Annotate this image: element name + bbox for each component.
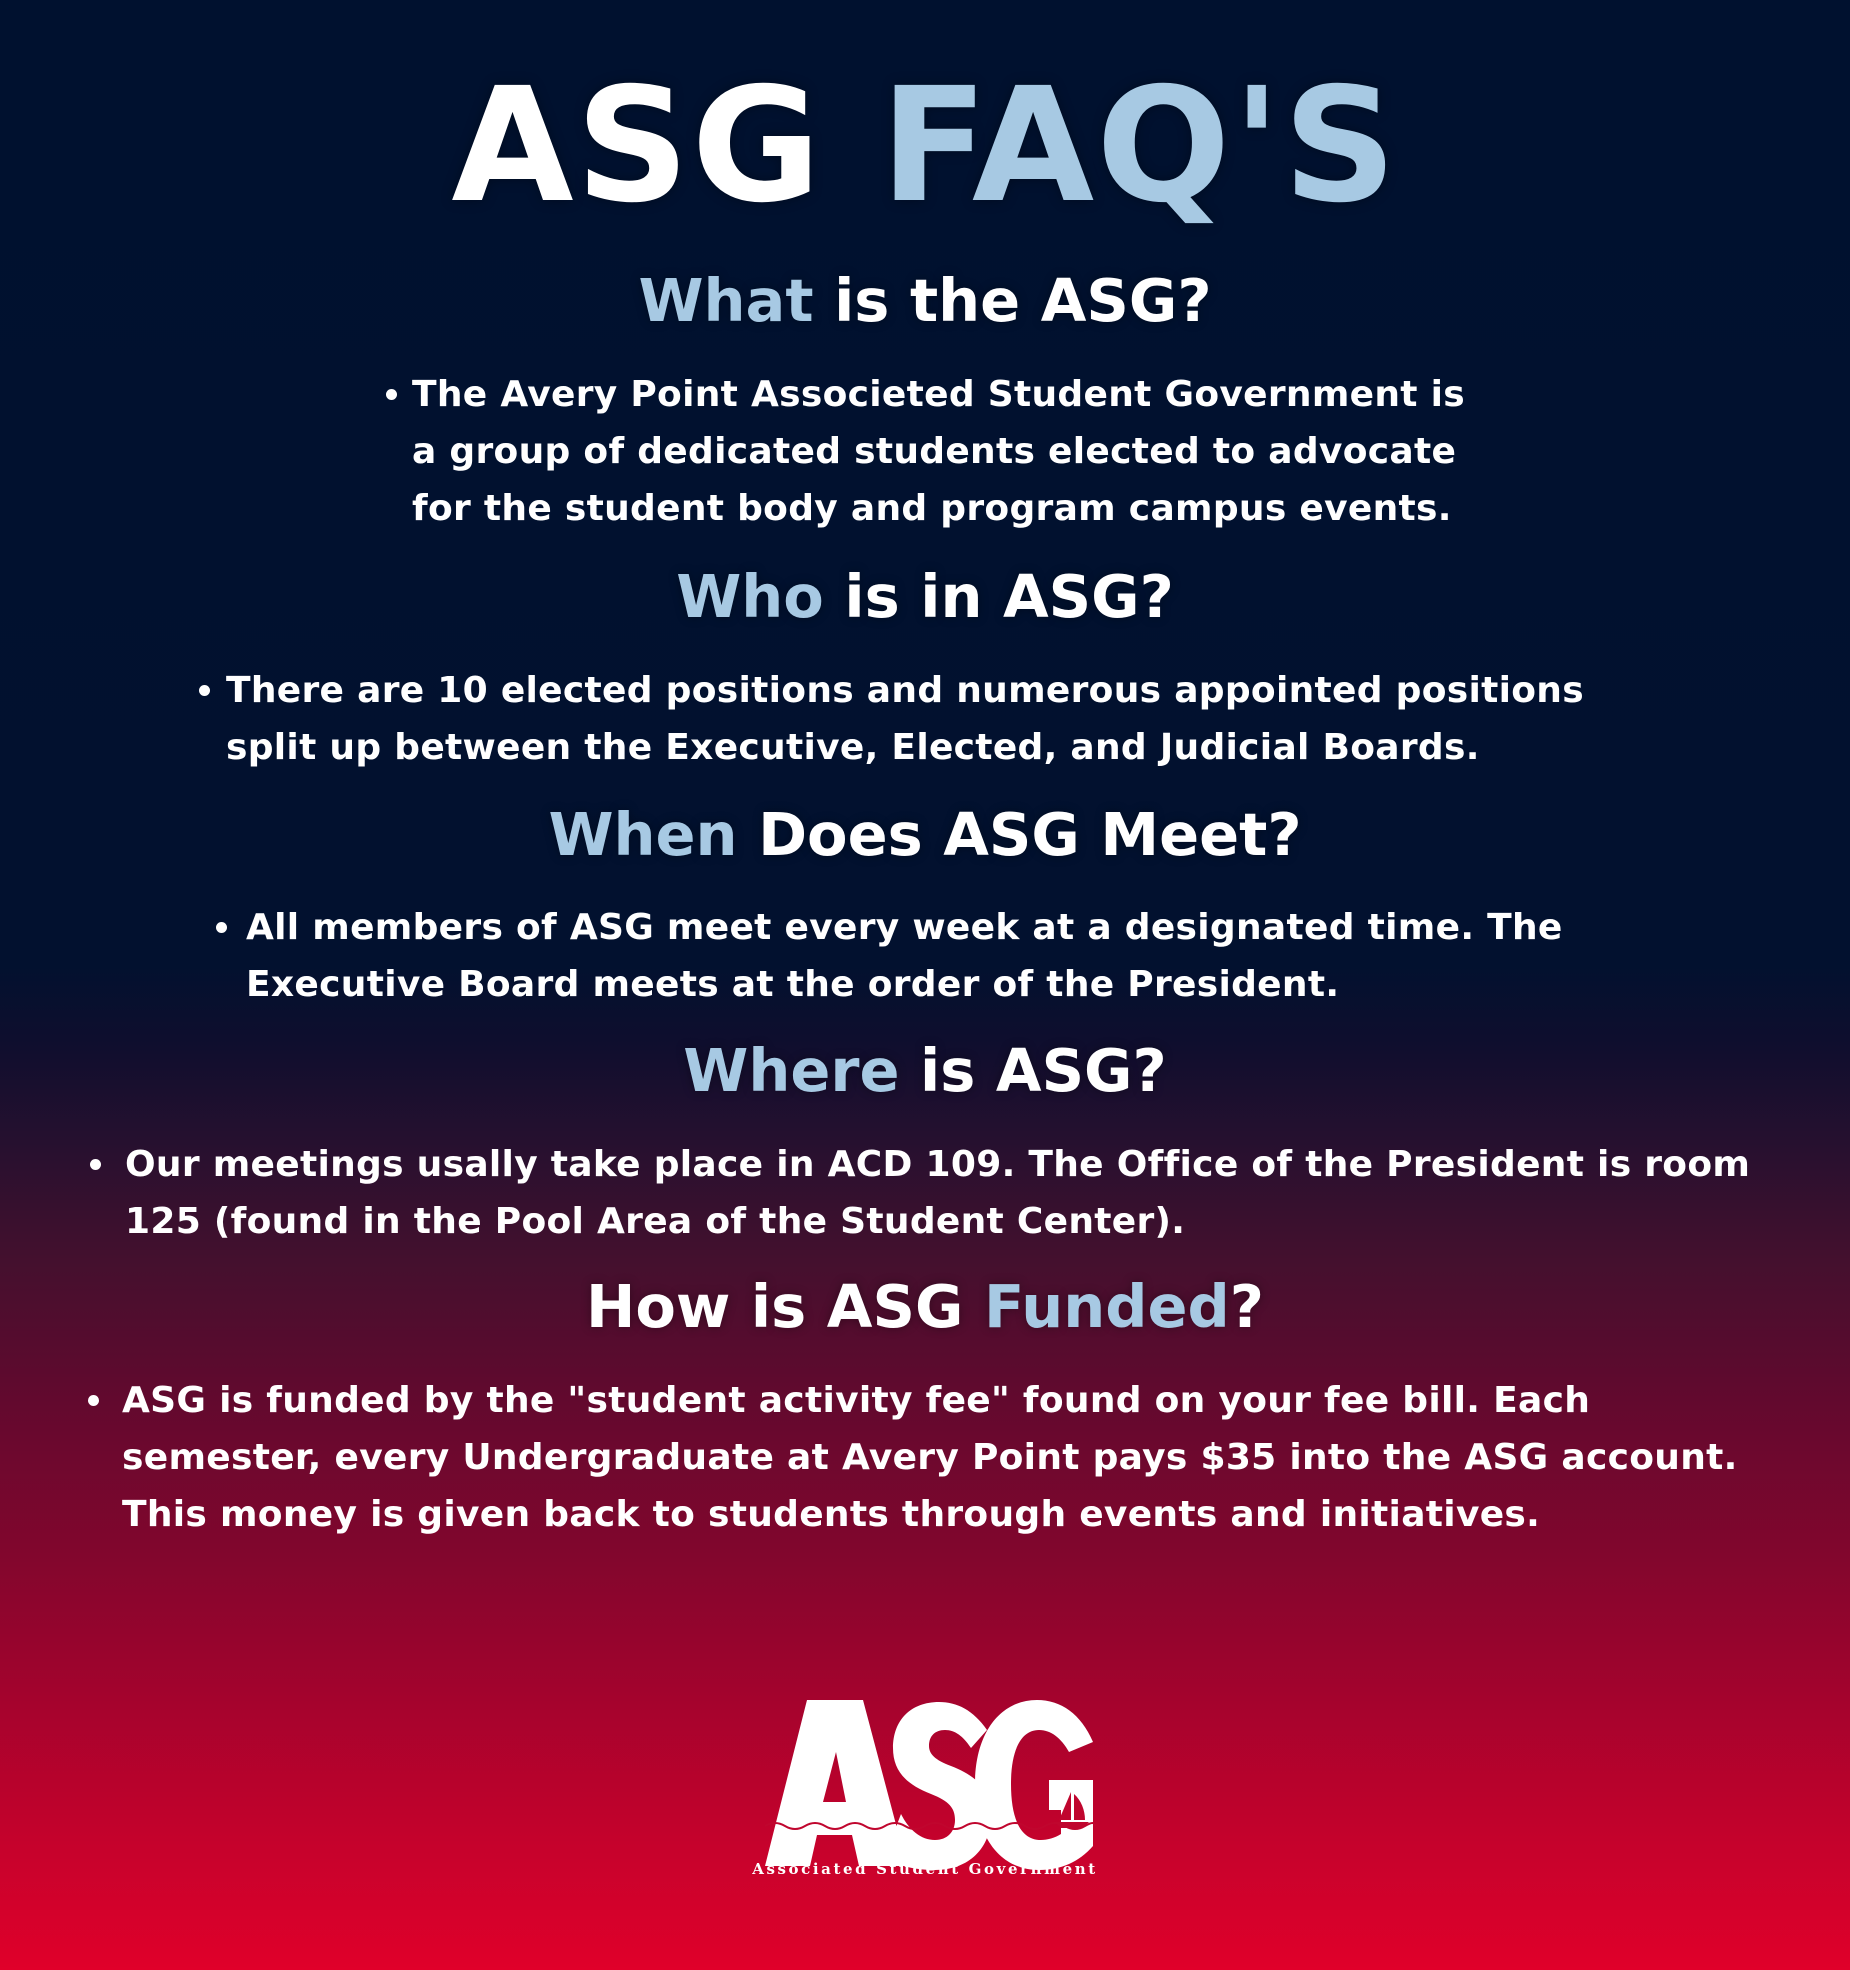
question-accent-word: What [638,266,814,335]
answer-text [226,662,1584,776]
bullet-icon [216,922,227,933]
page-title [0,56,1850,236]
question-prefix: How is ASG [585,1272,984,1341]
faq-what-question [0,266,1850,336]
question-accent-word: Who [676,562,824,631]
bullet-icon [88,1395,99,1406]
answer-text [122,1372,1738,1543]
question-accent-word: When [548,800,738,869]
answer-line: Executive Board meets at the order of the President. [246,964,1340,1005]
faq-who-question [0,562,1850,632]
asg-logo-mark [725,1670,1125,1885]
faq-how-question [0,1272,1850,1342]
answer-line: All members of ASG meet every week at a designated time. The [246,907,1563,948]
question-rest: Does ASG Meet? [737,800,1302,869]
answer-line: split up between the Executive, Elected, and Judicial Boards. [226,727,1480,768]
faq-where-question [0,1036,1850,1106]
answer-line: There are 10 elected positions and numerous appointed positions [226,670,1584,711]
question-rest: is ASG? [899,1036,1167,1105]
answer-text [125,1136,1750,1250]
faq-what-answer [412,366,1465,537]
answer-text [412,366,1465,537]
question-rest: is the ASG? [813,266,1212,335]
asg-logo [725,1670,1125,1885]
question-rest: is in ASG? [823,562,1174,631]
answer-line: semester, every Undergraduate at Avery Point pays $35 into the ASG account. [122,1437,1738,1478]
answer-line: Our meetings usally take place in ACD 109. The Office of the President is room [125,1144,1751,1185]
answer-line: for the student body and program campus events. [412,488,1452,529]
logo-tagline: Associated Student Government [752,1860,1098,1878]
answer-line: a group of dedicated students elected to advocate [412,431,1457,472]
answer-line: 125 (found in the Pool Area of the Student Center). [125,1201,1186,1242]
bullet-icon [199,685,210,696]
answer-line: The Avery Point Associeted Student Government is [412,374,1465,415]
question-accent-word: Funded [983,1272,1230,1341]
bullet-icon [90,1159,101,1170]
question-accent-word: Where [683,1036,900,1105]
answer-text [246,899,1563,1013]
question-suffix: ? [1229,1272,1265,1341]
title-asg: ASG [451,54,824,238]
faq-when-answer [246,899,1563,1013]
faq-how-answer [122,1372,1738,1543]
bullet-icon [386,389,397,400]
title-faqs: FAQ'S [880,54,1399,238]
logo-letters [765,1700,1093,1870]
answer-line: This money is given back to students through events and initiatives. [122,1494,1541,1535]
faq-where-answer [125,1136,1750,1250]
faq-when-question [0,800,1850,870]
faq-who-answer [226,662,1584,776]
answer-line: ASG is funded by the "student activity fee" found on your fee bill. Each [122,1380,1591,1421]
